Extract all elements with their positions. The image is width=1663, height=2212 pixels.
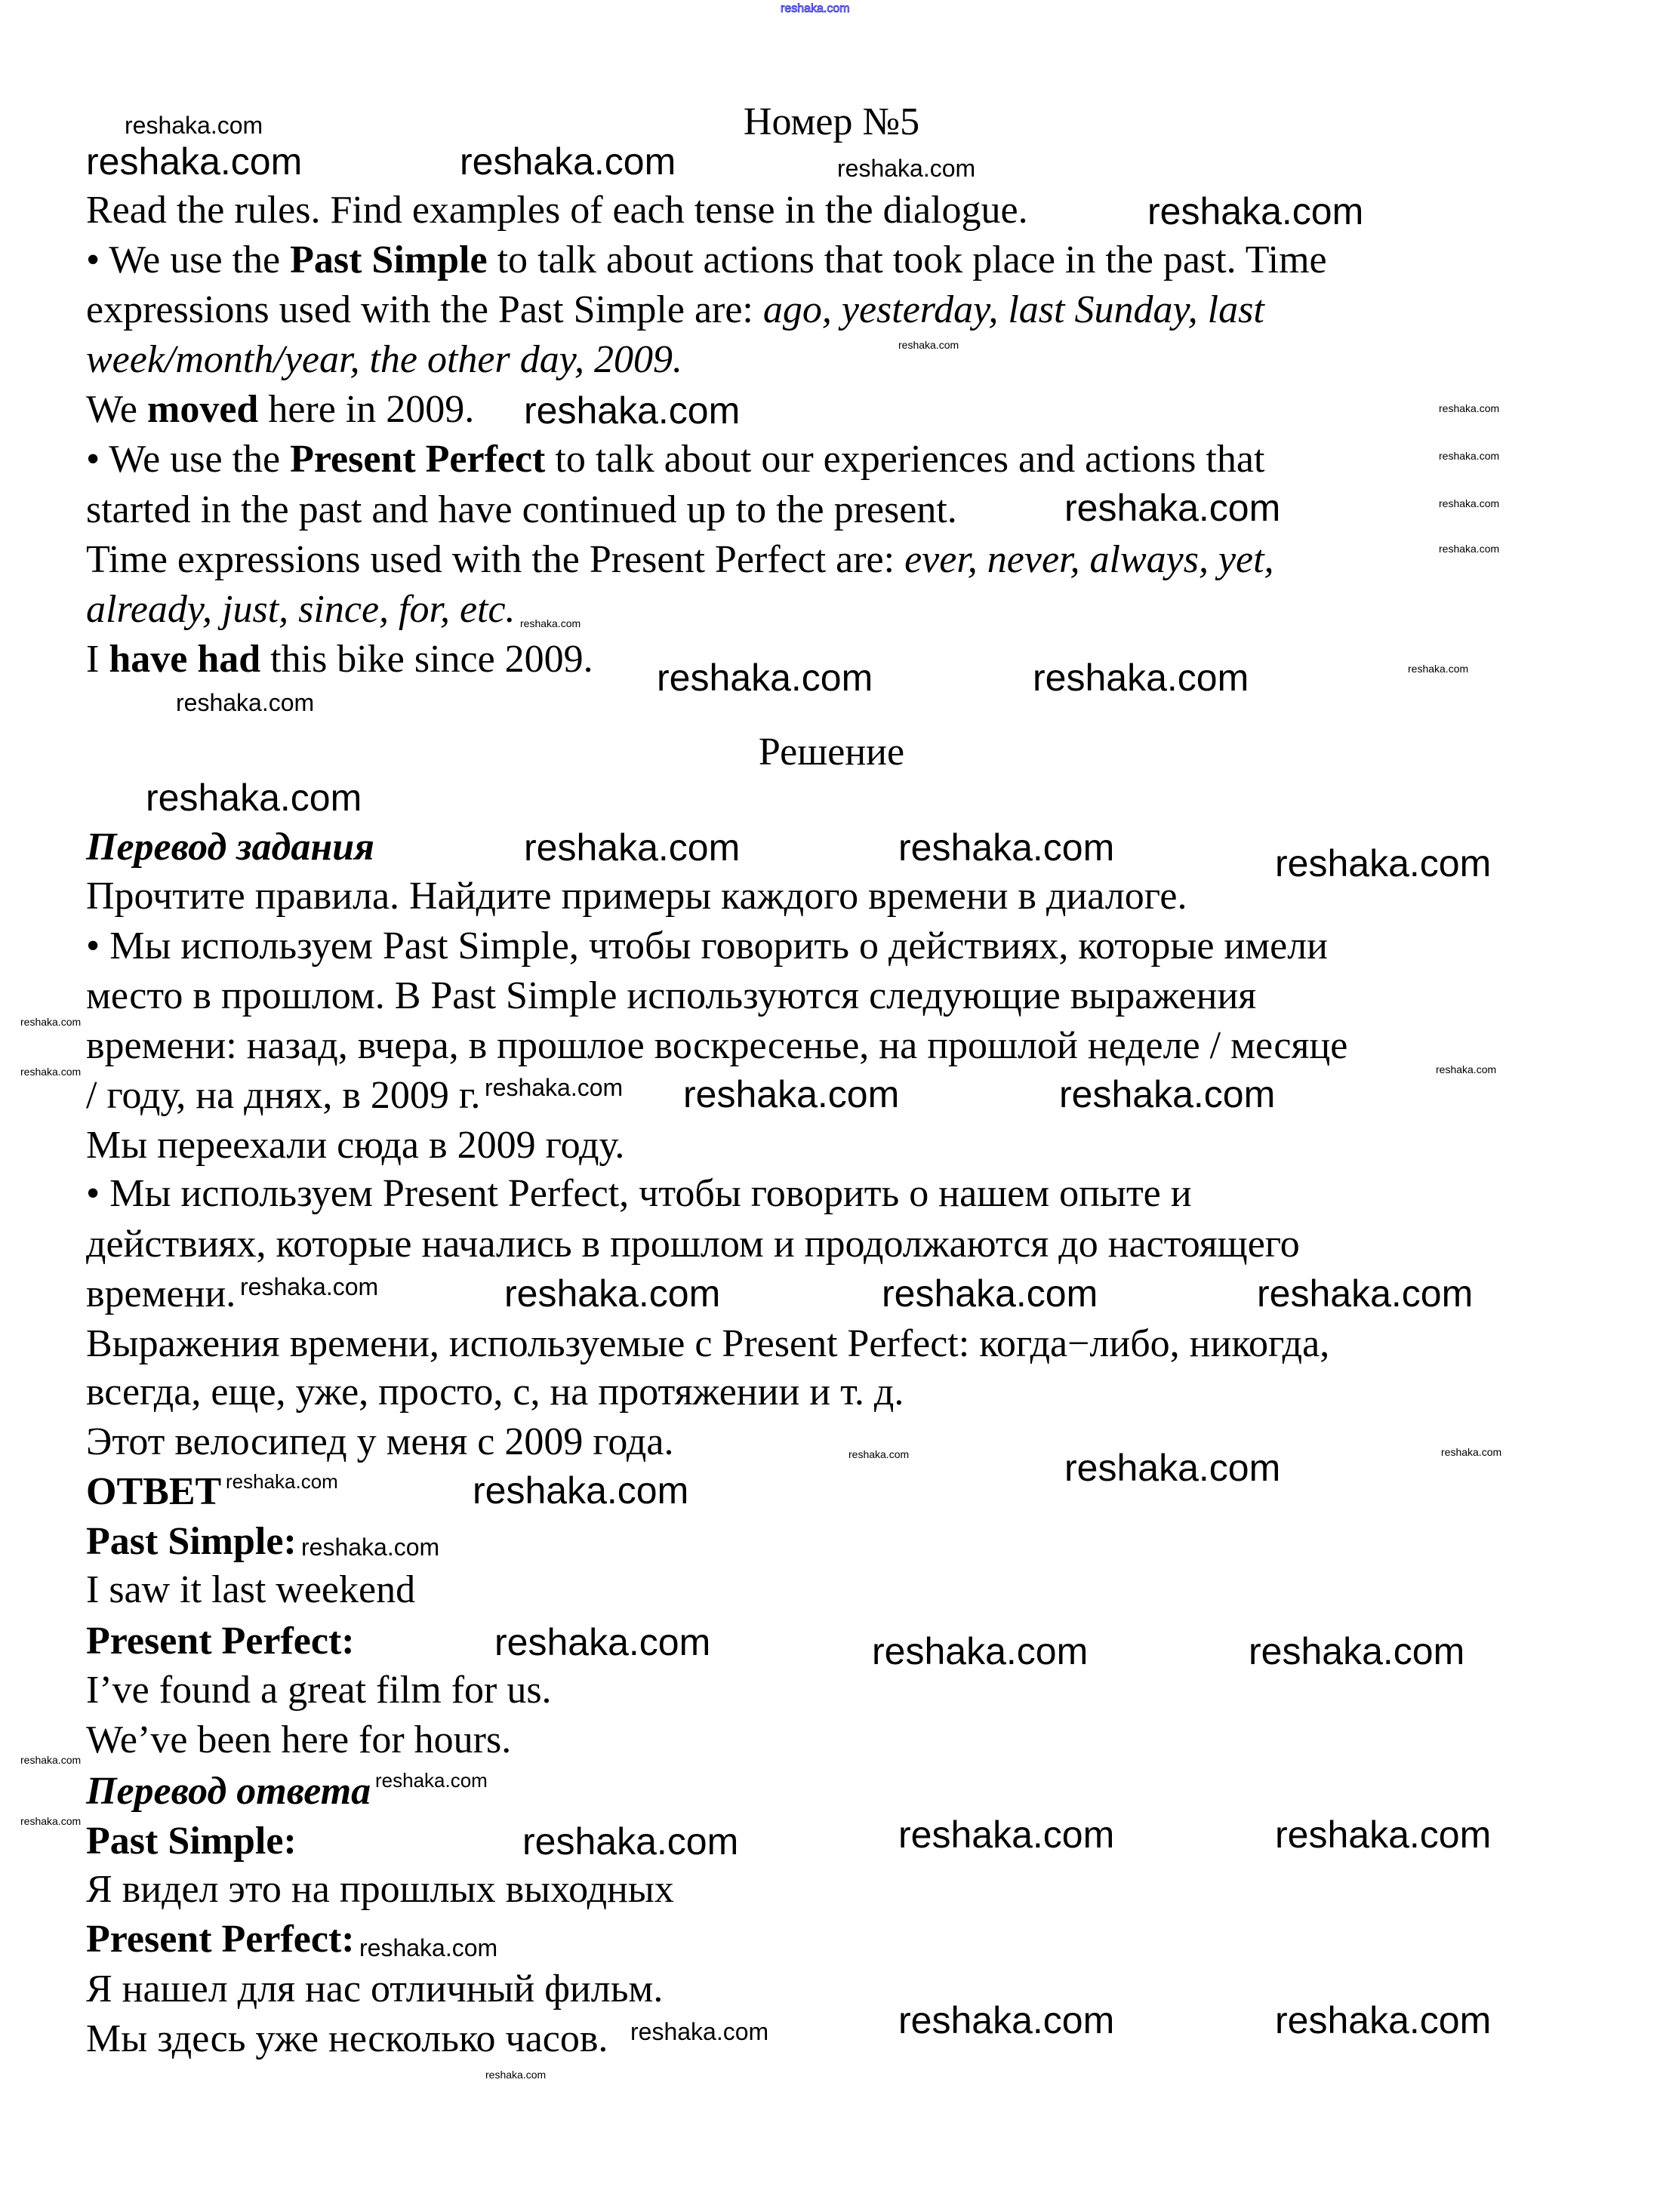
text-segment: started in the past and have continued up to the present. (86, 488, 957, 531)
text-line (86, 823, 374, 872)
text-segment: We (86, 388, 147, 431)
bold-text: ОТВЕТ (86, 1470, 222, 1513)
watermark: reshaka.com (240, 1273, 379, 1300)
bold-text: Past Simple (290, 238, 488, 281)
watermark: reshaka.com (872, 1630, 1089, 1672)
text-segment: to talk about actions that took place in the past. Time (487, 238, 1327, 281)
text-line (86, 1169, 1192, 1219)
text-line (86, 635, 593, 685)
bold-text: Past Simple: (86, 1820, 297, 1863)
bold-text: moved (147, 388, 259, 431)
watermark: reshaka.com (1275, 842, 1492, 884)
text-line (86, 1767, 371, 1817)
text-segment: • We use the (86, 238, 291, 281)
text-segment: expressions used with the Past Simple are: (86, 288, 763, 331)
text-line (86, 872, 1187, 921)
text-line (86, 1865, 674, 1915)
bold-text: Past Simple: (86, 1520, 297, 1563)
italic-text: ago, yesterday, last Sunday, last (762, 288, 1264, 331)
watermark: reshaka.com (86, 140, 303, 183)
watermark: reshaka.com (485, 1074, 624, 1101)
bold-text: Present Perfect (290, 438, 546, 481)
text-line (86, 585, 516, 635)
section-heading: Перевод ответа (86, 1770, 371, 1813)
watermark: reshaka.com (882, 1272, 1098, 1315)
watermark: reshaka.com (1439, 450, 1500, 462)
text-segment: I (86, 638, 109, 681)
text-segment: всегда, еще, уже, просто, с, на протяжении и т. д. (86, 1371, 904, 1414)
text-segment: времени. (86, 1272, 236, 1315)
watermark: reshaka.com (1257, 1272, 1474, 1315)
bold-text: Present Perfect: (86, 1918, 355, 1961)
text-line (86, 1319, 1329, 1369)
watermark: reshaka.com (898, 339, 959, 351)
watermark: reshaka.com (485, 2069, 547, 2081)
text-segment: I saw it last weekend (86, 1568, 416, 1611)
watermark: reshaka.com (657, 657, 873, 699)
watermark: reshaka.com (125, 112, 263, 139)
watermark: reshaka.com (1147, 190, 1364, 232)
watermark: reshaka.com (898, 1999, 1115, 2041)
bold-text: Present Perfect: (86, 1620, 355, 1663)
watermark: reshaka.com (898, 826, 1115, 869)
text-segment: Прочтите правила. Найдите примеры каждого времени в диалоге. (86, 875, 1187, 918)
text-segment: действиях, которые начались в прошлом и продолжаются до настоящего (86, 1223, 1300, 1266)
text-segment: Мы здесь уже несколько часов. (86, 2017, 608, 2060)
watermark: reshaka.com (1033, 657, 1249, 699)
watermark: reshaka.com (1439, 402, 1500, 414)
section-heading: Перевод задания (86, 826, 374, 869)
text-line (86, 1915, 355, 1964)
watermark: reshaka.com (1059, 1073, 1276, 1115)
text-line (86, 485, 957, 535)
watermark: reshaka.com (473, 1469, 689, 1512)
text-line (86, 1417, 673, 1467)
watermark: reshaka.com (20, 1016, 82, 1028)
header-watermark: reshaka.com (781, 2, 850, 15)
watermark: reshaka.com (176, 689, 315, 716)
text-segment: / году, на днях, в 2009 г. (86, 1074, 481, 1117)
text-line (86, 1021, 1347, 1071)
text-line (86, 1467, 221, 1517)
text-segment: Мы переехали сюда в 2009 году. (86, 1124, 625, 1167)
watermark: reshaka.com (375, 1769, 488, 1792)
text-segment: Выражения времени, используемые с Present Perfect: когда−либо, никогда, (86, 1322, 1330, 1365)
heading-line (759, 728, 904, 777)
watermark: reshaka.com (630, 2018, 769, 2045)
text-segment: • Мы используем Past Simple, чтобы говорить о действиях, которые имели (86, 924, 1329, 968)
text-segment: • Мы используем Present Perfect, чтобы говорить о нашем опыте и (86, 1172, 1192, 1215)
watermark: reshaka.com (1408, 663, 1469, 675)
watermark: reshaka.com (1064, 487, 1281, 529)
text-segment: времени: назад, вчера, в прошлое воскресенье, на прошлой неделе / месяце (86, 1024, 1348, 1067)
text-line (86, 1220, 1300, 1269)
text-segment: • We use the (86, 438, 291, 481)
text-segment: Этот велосипед у меня с 2009 года. (86, 1420, 674, 1463)
text-segment: Номер №5 (743, 100, 920, 143)
text-line (86, 335, 682, 385)
watermark: reshaka.com (1441, 1446, 1502, 1458)
watermark: reshaka.com (20, 1815, 82, 1827)
text-line (86, 971, 1256, 1021)
watermark: reshaka.com (460, 140, 676, 183)
text-line (86, 921, 1328, 971)
text-line (86, 1121, 624, 1171)
text-line (86, 1565, 415, 1615)
watermark: reshaka.com (524, 826, 741, 869)
italic-text: ever, never, always, yet, (904, 538, 1274, 581)
text-line (86, 1269, 236, 1319)
text-segment: this bike since 2009. (260, 638, 593, 681)
text-line (86, 535, 1274, 585)
watermark: reshaka.com (1439, 543, 1500, 555)
watermark: reshaka.com (1275, 1999, 1492, 2041)
text-segment: Я видел это на прошлых выходных (86, 1868, 674, 1911)
watermark: reshaka.com (20, 1754, 82, 1766)
bold-text: have had (109, 638, 261, 681)
text-segment: I’ve found a great film for us. (86, 1669, 552, 1712)
text-segment: We’ve been here for hours. (86, 1718, 512, 1761)
text-segment: Time expressions used with the Present Perfect are: (86, 538, 905, 581)
text-line (86, 1666, 552, 1715)
text-line (86, 2014, 608, 2064)
text-segment: Я нашел для нас отличный фильм. (86, 1967, 664, 2010)
watermark: reshaka.com (1064, 1447, 1281, 1489)
text-line (86, 1817, 297, 1866)
text-line (86, 1517, 297, 1567)
watermark: reshaka.com (848, 1448, 910, 1460)
text-line (86, 435, 1264, 485)
watermark: reshaka.com (1275, 1814, 1492, 1856)
watermark: reshaka.com (226, 1470, 338, 1493)
text-segment: место в прошлом. В Past Simple используются следующие выражения (86, 974, 1257, 1017)
text-segment: Read the rules. Find examples of each tense in the dialogue. (86, 189, 1028, 232)
watermark: reshaka.com (1436, 1063, 1497, 1075)
text-line (86, 1964, 663, 2014)
text-segment: Решение (758, 731, 905, 774)
watermark: reshaka.com (898, 1814, 1115, 1856)
watermark: reshaka.com (504, 1272, 721, 1315)
text-line (86, 385, 474, 435)
watermark: reshaka.com (683, 1073, 900, 1115)
heading-line (744, 97, 919, 147)
watermark: reshaka.com (146, 777, 362, 819)
text-segment: here in 2009. (258, 388, 475, 431)
text-segment: to talk about our experiences and actions that (545, 438, 1265, 481)
italic-text: week/month/year, the other day, 2009. (86, 338, 682, 381)
watermark: reshaka.com (494, 1621, 711, 1663)
text-line (86, 285, 1264, 335)
text-line (86, 1617, 355, 1666)
watermark: reshaka.com (1439, 497, 1500, 509)
watermark: reshaka.com (20, 1066, 82, 1078)
watermark: reshaka.com (520, 617, 581, 629)
watermark: reshaka.com (522, 1820, 739, 1863)
italic-text: already, just, since, for, etc. (86, 588, 516, 631)
watermark: reshaka.com (1249, 1630, 1465, 1672)
text-line (86, 1715, 511, 1765)
text-line (86, 186, 1028, 235)
watermark: reshaka.com (301, 1534, 440, 1561)
text-line (86, 1071, 480, 1121)
watermark: reshaka.com (359, 1934, 498, 1961)
watermark: reshaka.com (837, 155, 976, 182)
text-line (86, 235, 1327, 285)
text-line (86, 1368, 904, 1417)
watermark: reshaka.com (524, 389, 741, 432)
